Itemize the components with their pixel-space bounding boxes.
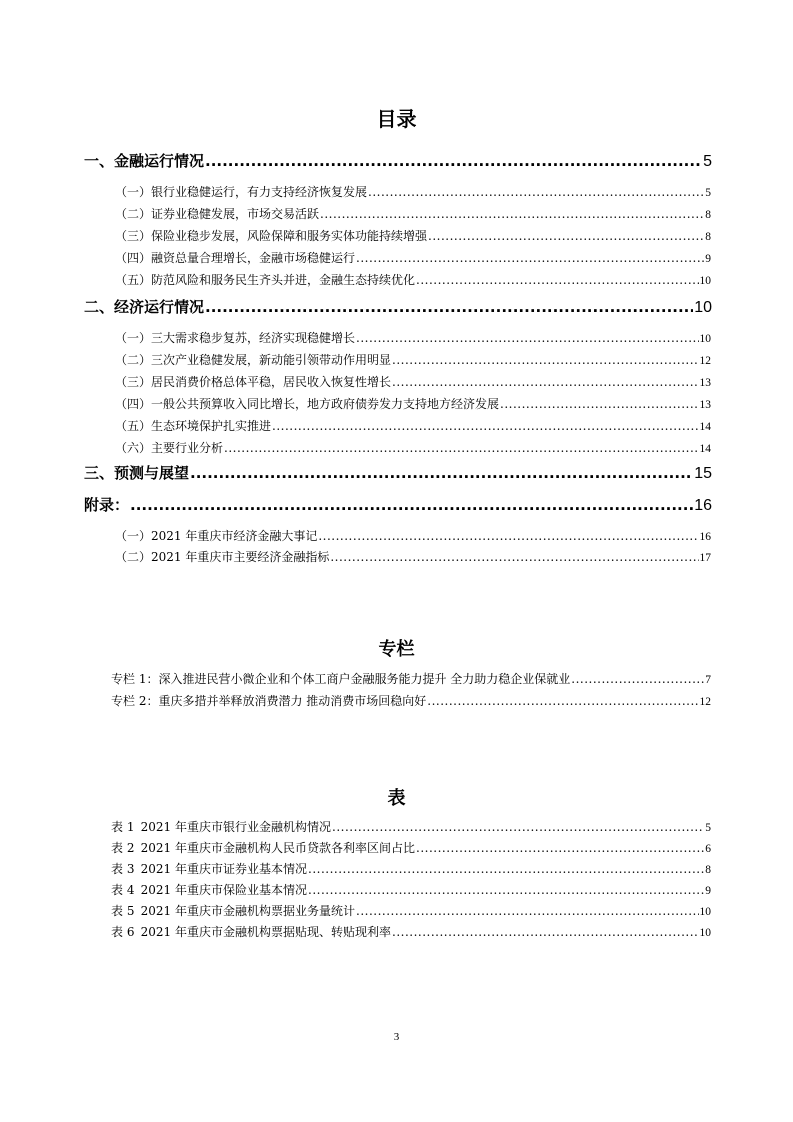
toc-item-page: 8 xyxy=(705,209,711,221)
dot-leader xyxy=(205,300,693,315)
table-entry[interactable] xyxy=(111,923,711,940)
dot-leader xyxy=(356,905,699,917)
toc-item[interactable] xyxy=(115,351,711,368)
table-entry-page: 8 xyxy=(705,864,711,876)
dot-leader xyxy=(356,332,698,344)
tables-title: 表 xyxy=(387,788,406,809)
toc-section-title: 三、预测与展望 xyxy=(84,464,190,482)
dot-leader xyxy=(392,926,699,938)
table-entry-label: 表 5 xyxy=(111,904,135,918)
toc-section-2[interactable] xyxy=(84,296,712,317)
toc-item-page: 10 xyxy=(699,275,711,287)
toc-item-page: 8 xyxy=(705,231,711,243)
column-entry-page: 7 xyxy=(705,674,711,686)
dot-leader xyxy=(571,673,704,685)
toc-section-page: 15 xyxy=(694,465,712,482)
toc-item-page: 10 xyxy=(699,333,711,345)
column-entry-title: 专栏 1：深入推进民营小微企业和个体工商户金融服务能力提升 全力助力稳企业保就业 xyxy=(111,672,571,686)
toc-item-title: （二）2021 年重庆市主要经济金融指标 xyxy=(115,550,330,564)
table-entry-title: 2021 年重庆市金融机构票据贴现、转贴现利率 xyxy=(140,925,391,939)
toc-section-title: 二、经济运行情况 xyxy=(84,298,205,316)
table-entry[interactable] xyxy=(111,818,711,835)
dot-leader xyxy=(416,842,704,854)
toc-item-page: 12 xyxy=(699,355,711,367)
toc-item[interactable] xyxy=(115,373,711,390)
toc-item[interactable] xyxy=(115,329,711,346)
table-entry-page: 9 xyxy=(705,885,711,897)
toc-item-title: （五）防范风险和服务民生齐头并进，金融生态持续优化 xyxy=(115,273,416,287)
toc-item-page: 17 xyxy=(699,552,711,564)
toc-item-page: 13 xyxy=(699,399,711,411)
dot-leader xyxy=(308,884,704,896)
dot-leader xyxy=(130,498,693,513)
dot-leader xyxy=(205,154,702,169)
toc-section-page: 16 xyxy=(694,497,712,514)
table-entry-title: 2021 年重庆市银行业金融机构情况 xyxy=(140,820,331,834)
table-entry-page: 10 xyxy=(699,906,711,918)
toc-item-page: 13 xyxy=(699,377,711,389)
toc-item-title: （一）2021 年重庆市经济金融大事记 xyxy=(115,529,318,543)
toc-item-title: （六）主要行业分析 xyxy=(115,441,224,455)
dot-leader xyxy=(427,695,698,707)
dot-leader xyxy=(416,274,698,286)
toc-section-title: 附录： xyxy=(84,496,130,514)
toc-item-title: （三）保险业稳步发展，风险保障和服务实体功能持续增强 xyxy=(115,229,428,243)
toc-item[interactable] xyxy=(115,548,711,565)
toc-item-title: （一）三大需求稳步复苏，经济实现稳健增长 xyxy=(115,331,356,345)
table-entry-page: 6 xyxy=(705,843,711,855)
toc-item[interactable] xyxy=(115,183,711,200)
toc-item-title: （三）居民消费价格总体平稳，居民收入恢复性增长 xyxy=(115,375,392,389)
page-number: 3 xyxy=(393,1031,400,1043)
dot-leader xyxy=(368,186,704,198)
toc-item-title: （二）三次产业稳健发展，新动能引领带动作用明显 xyxy=(115,353,392,367)
toc-item[interactable] xyxy=(115,439,711,456)
dot-leader xyxy=(392,376,698,388)
dot-leader xyxy=(332,821,704,833)
toc-item-page: 5 xyxy=(705,187,711,199)
dot-leader xyxy=(428,230,704,242)
table-entry[interactable] xyxy=(111,839,711,856)
toc-item-page: 16 xyxy=(699,531,711,543)
column-entry[interactable] xyxy=(111,670,711,687)
table-entry-label: 表 2 xyxy=(111,841,135,855)
toc-section-title: 一、金融运行情况 xyxy=(84,152,205,170)
toc-item[interactable] xyxy=(115,271,711,288)
toc-item-title: （五）生态环境保护扎实推进 xyxy=(115,419,272,433)
table-entry[interactable] xyxy=(111,902,711,919)
toc-item-page: 9 xyxy=(705,253,711,265)
toc-item[interactable] xyxy=(115,395,711,412)
toc-section-1[interactable] xyxy=(84,150,712,171)
dot-leader xyxy=(308,863,704,875)
toc-item-title: （四）一般公共预算收入同比增长，地方政府债券发力支持地方经济发展 xyxy=(115,397,500,411)
table-entry-label: 表 3 xyxy=(111,862,135,876)
toc-item-title: （一）银行业稳健运行，有力支持经济恢复发展 xyxy=(115,185,368,199)
table-entry-page: 10 xyxy=(699,927,711,939)
columns-title: 专栏 xyxy=(378,639,415,660)
column-entry[interactable] xyxy=(111,692,711,709)
toc-section-3[interactable] xyxy=(84,462,712,483)
dot-leader xyxy=(224,442,698,454)
table-entry-title: 2021 年重庆市金融机构人民币贷款各利率区间占比 xyxy=(140,841,415,855)
dot-leader xyxy=(318,530,698,542)
toc-title: 目录 xyxy=(376,107,417,131)
table-entry[interactable] xyxy=(111,860,711,877)
toc-section-appendix[interactable] xyxy=(84,494,712,515)
toc-item-page: 14 xyxy=(699,421,711,433)
table-entry-label: 表 1 xyxy=(111,820,135,834)
column-entry-page: 12 xyxy=(699,696,711,708)
toc-item-title: （二）证券业稳健发展，市场交易活跃 xyxy=(115,207,320,221)
dot-leader xyxy=(500,398,698,410)
toc-section-page: 10 xyxy=(694,299,712,316)
table-entry-title: 2021 年重庆市证券业基本情况 xyxy=(140,862,307,876)
table-entry-label: 表 6 xyxy=(111,925,135,939)
toc-item-page: 14 xyxy=(699,443,711,455)
dot-leader xyxy=(356,252,704,264)
toc-item[interactable] xyxy=(115,249,711,266)
dot-leader xyxy=(272,420,698,432)
dot-leader xyxy=(320,208,704,220)
dot-leader xyxy=(190,466,693,481)
table-entry-label: 表 4 xyxy=(111,883,135,897)
toc-item[interactable] xyxy=(115,227,711,244)
dot-leader xyxy=(330,551,698,563)
table-entry-title: 2021 年重庆市金融机构票据业务量统计 xyxy=(140,904,355,918)
column-entry-title: 专栏 2：重庆多措并举释放消费潜力 推动消费市场回稳向好 xyxy=(111,694,427,708)
toc-section-page: 5 xyxy=(703,153,712,170)
toc-item[interactable] xyxy=(115,527,711,544)
dot-leader xyxy=(392,354,698,366)
toc-item-title: （四）融资总量合理增长，金融市场稳健运行 xyxy=(115,251,356,265)
table-entry-title: 2021 年重庆市保险业基本情况 xyxy=(140,883,307,897)
toc-item[interactable] xyxy=(115,417,711,434)
table-entry[interactable] xyxy=(111,881,711,898)
toc-item[interactable] xyxy=(115,205,711,222)
table-entry-page: 5 xyxy=(705,822,711,834)
